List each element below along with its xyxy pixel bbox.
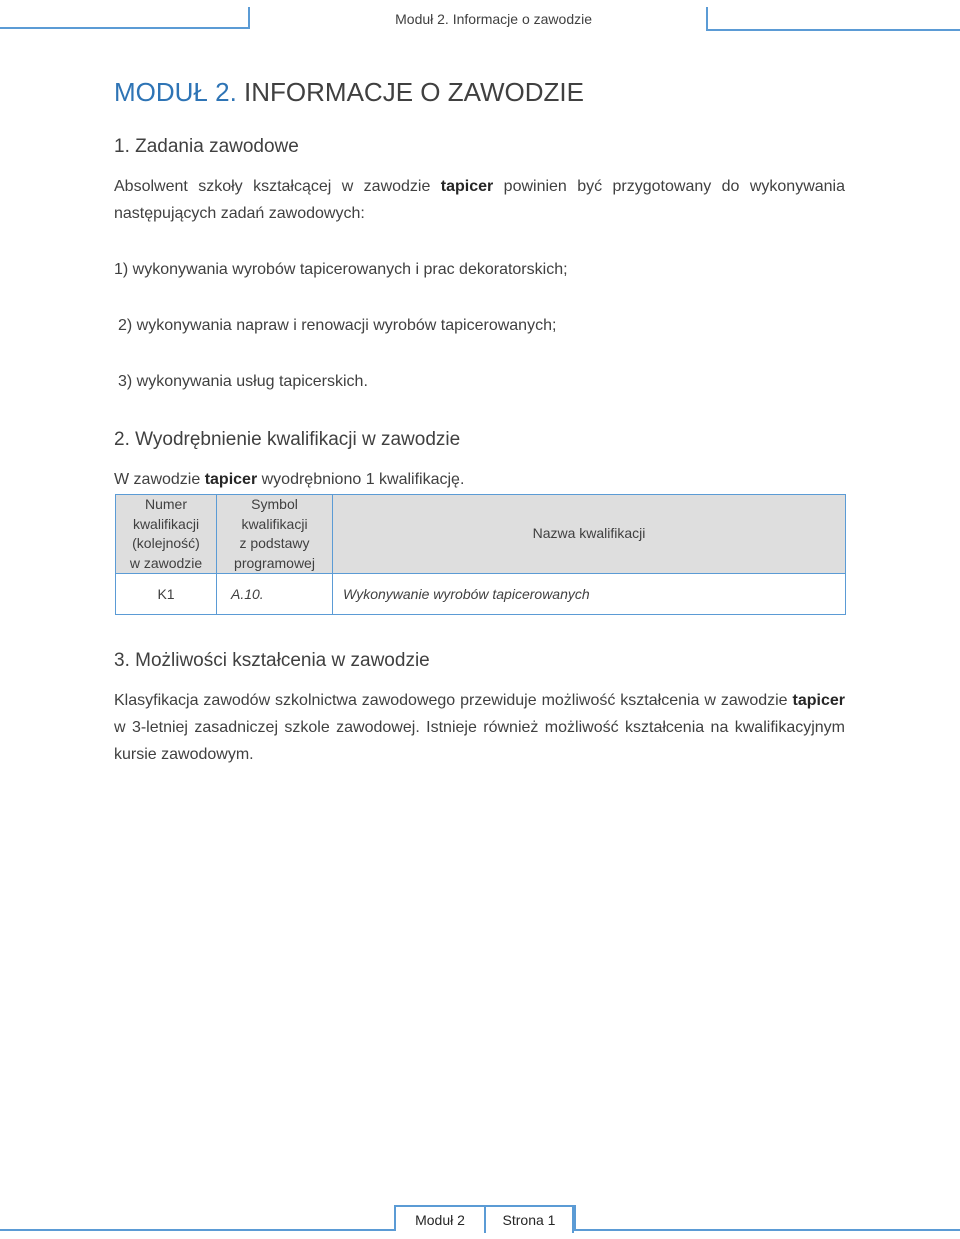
- cell-qualification-number: K1: [116, 574, 217, 615]
- footer-page-number: Strona 1: [484, 1205, 574, 1233]
- section-2-heading: 2. Wyodrębnienie kwalifikacji w zawodzie: [114, 429, 461, 450]
- section-3-text-end: w 3-letniej zasadniczej szkole zawodowej. Istnieje również możliwość kształcenia na kwalifikacyjnym kursie zawodowym.: [114, 719, 845, 763]
- module-title: [114, 76, 584, 108]
- table-header-row: [116, 495, 846, 574]
- footer-module-label: Moduł 2: [396, 1205, 484, 1233]
- module-title-rest: INFORMACJE O ZAWODZIE: [236, 77, 584, 107]
- header-rule-right: [706, 7, 960, 31]
- cell-qualification-name: Wykonywanie wyrobów tapicerowanych: [333, 574, 846, 615]
- table-row: [116, 574, 846, 615]
- header-qualification-number: [116, 495, 217, 574]
- header-qualification-symbol: [217, 495, 333, 574]
- qualifications-table: [115, 494, 846, 615]
- section-3-text-bold: tapicer: [792, 692, 845, 709]
- header-qualification-name: [333, 495, 846, 574]
- header-line: w zawodzie: [129, 554, 203, 571]
- footer-tabs: [396, 1205, 574, 1233]
- header-line: kwalifikacji: [241, 515, 308, 532]
- section-1-heading: 1. Zadania zawodowe: [114, 136, 299, 157]
- header-line: (kolejność): [132, 535, 200, 551]
- section-2-intro-text: W zawodzie: [114, 471, 205, 488]
- module-title-prefix: MODUŁ 2.: [114, 77, 237, 107]
- header-line: Nazwa kwalifikacji: [532, 525, 646, 542]
- task-item-3: 3) wykonywania usług tapicerskich.: [118, 373, 368, 390]
- header-line: kwalifikacji: [132, 515, 200, 532]
- footer-rule-left: [0, 1205, 396, 1231]
- header-line: Numer: [144, 496, 187, 512]
- section-3-heading: 3. Możliwości kształcenia w zawodzie: [114, 650, 430, 671]
- header-line: Symbol: [251, 496, 298, 512]
- task-item-1: 1) wykonywania wyrobów tapicerowanych i prac dekoratorskich;: [114, 261, 568, 278]
- section-2-intro-text-end: wyodrębniono 1 kwalifikację.: [257, 471, 465, 488]
- section-1-intro-text-end: powinien być przygotowany do wykonywania następujących zadań zawodowych:: [114, 178, 846, 222]
- section-3-text: [114, 687, 845, 768]
- header-title: Moduł 2. Informacje o zawodzie: [395, 11, 592, 27]
- section-1-intro-text: Absolwent szkoły kształcącej w zawodzie: [114, 178, 441, 195]
- section-1-intro: [114, 173, 845, 227]
- section-3-text-start: Klasyfikacja zawodów szkolnictwa zawodowego przewiduje możliwość kształcenia w zawodzie: [114, 692, 793, 709]
- cell-qualification-symbol: A.10.: [217, 574, 333, 615]
- header-line: programowej: [234, 554, 315, 571]
- section-2-intro-bold: tapicer: [204, 471, 258, 488]
- footer-rule-right: [574, 1205, 960, 1231]
- section-1-intro-bold: tapicer: [440, 178, 494, 195]
- section-2-intro: [114, 466, 845, 493]
- header-line: z podstawy: [239, 535, 310, 551]
- header-rule-left: [0, 7, 250, 29]
- task-item-2: 2) wykonywania napraw i renowacji wyrobów tapicerowanych;: [118, 317, 557, 334]
